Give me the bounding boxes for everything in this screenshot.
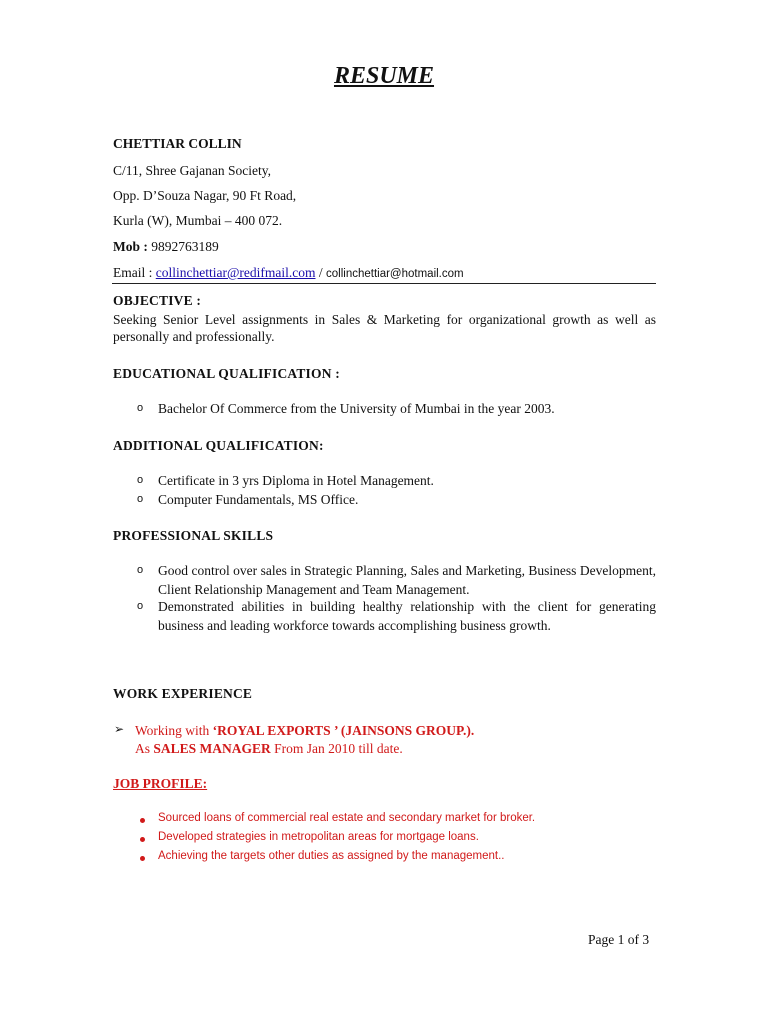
skill-item-text: Demonstrated abilities in building healthy relationship with the client for generating business and leading workforce towards accomplishing business growth.: [158, 599, 656, 633]
job-profile-item: Achieving the targets other duties as assigned by the management..: [158, 850, 505, 862]
objective-text: Seeking Senior Level assignments in Sales & Marketing for organizational growth as well as personally and professionally.: [113, 312, 656, 344]
header-divider: [112, 283, 656, 284]
job-profile-item: Developed strategies in metropolitan areas for mortgage loans.: [158, 831, 479, 843]
work-heading: WORK EXPERIENCE: [113, 686, 253, 701]
bullet-dot-icon: [140, 837, 145, 842]
circle-bullet-icon: o: [137, 402, 144, 414]
objective-heading: OBJECTIVE :: [113, 293, 202, 308]
additional-item-text: Certificate in 3 yrs Diploma in Hotel Management.: [158, 473, 434, 488]
email-row: [113, 265, 464, 282]
role-period: From Jan 2010 till date.: [270, 741, 403, 756]
page-title: RESUME: [333, 63, 435, 89]
skill-item-text: Good control over sales in Strategic Planning, Sales and Marketing, Business Development, Client Relationship Management and Team Management.: [158, 563, 656, 597]
email-label: Email :: [113, 265, 153, 280]
circle-bullet-icon: o: [137, 564, 144, 576]
circle-bullet-icon: o: [137, 474, 144, 486]
mobile-number: 9892763189: [151, 239, 219, 254]
address-line-1: C/11, Shree Gajanan Society,: [113, 163, 271, 178]
company-name: ‘ROYAL EXPORTS ’ (JAINSONS GROUP.).: [212, 723, 475, 738]
email-secondary: collinchettiar@hotmail.com: [326, 268, 464, 280]
additional-heading: ADDITIONAL QUALIFICATION:: [113, 438, 324, 453]
bullet-dot-icon: [140, 818, 145, 823]
role-title: SALES MANAGER: [153, 741, 271, 756]
additional-item-text: Computer Fundamentals, MS Office.: [158, 492, 359, 507]
bullet-dot-icon: [140, 856, 145, 861]
education-heading: EDUCATIONAL QUALIFICATION :: [113, 366, 340, 381]
job-profile-item: Sourced loans of commercial real estate and secondary market for broker.: [158, 812, 536, 824]
work-line-2: [135, 741, 403, 757]
circle-bullet-icon: o: [137, 600, 144, 612]
education-item-text: Bachelor Of Commerce from the University of Mumbai in the year 2003.: [158, 401, 555, 416]
mobile-row: [113, 239, 219, 255]
work-line-1: [135, 723, 474, 739]
work-prefix: Working with: [135, 723, 213, 738]
mobile-label: Mob :: [113, 239, 148, 254]
address-line-2: Opp. D’Souza Nagar, 90 Ft Road,: [113, 188, 297, 203]
job-profile-heading: JOB PROFILE:: [113, 776, 208, 791]
email-separator: /: [318, 265, 323, 280]
role-prefix: As: [135, 741, 154, 756]
candidate-name: CHETTIAR COLLIN: [113, 136, 242, 151]
email-link-primary[interactable]: collinchettiar@redifmail.com: [155, 265, 316, 280]
skills-heading: PROFESSIONAL SKILLS: [113, 528, 274, 543]
circle-bullet-icon: o: [137, 493, 144, 505]
address-line-3: Kurla (W), Mumbai – 400 072.: [113, 213, 283, 228]
arrow-bullet-icon: ➢: [114, 722, 125, 736]
page-number: Page 1 of 3: [588, 932, 650, 947]
